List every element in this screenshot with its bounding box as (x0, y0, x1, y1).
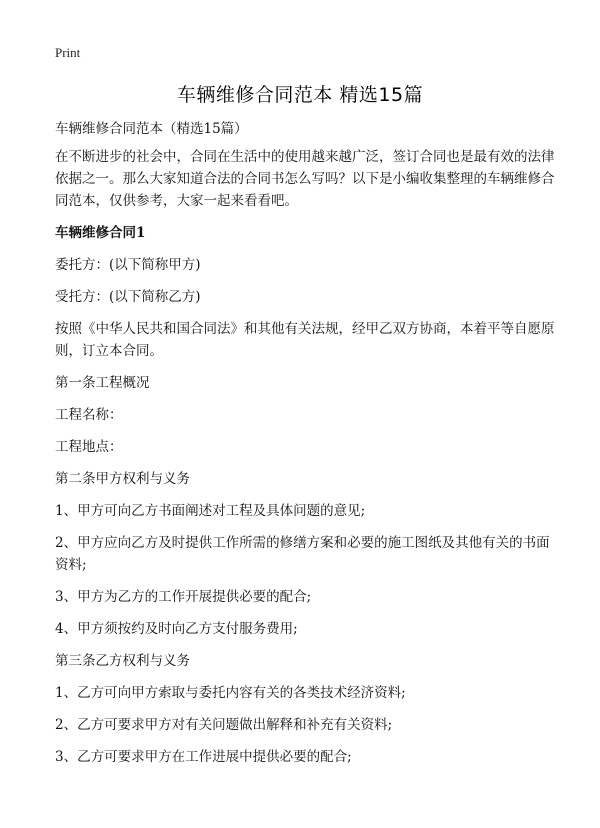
article-1-heading: 第一条工程概况 (55, 375, 150, 391)
article-3-item-1: 1、乙方可向甲方索取与委托内容有关的各类技术经济资料; (55, 685, 406, 701)
article-3-heading: 第三条乙方权利与义务 (55, 653, 190, 669)
document-subtitle: 车辆维修合同范本（精选15篇） (55, 121, 248, 137)
article-2-heading: 第二条甲方权利与义务 (55, 471, 190, 487)
document-body (55, 118, 560, 778)
paragraph-client: 委托方：(以下简称甲方) (55, 257, 201, 273)
article-3-item-3: 3、乙方可要求甲方在工作进展中提供必要的配合; (55, 749, 352, 765)
paragraph-contractor: 受托方：(以下简称乙方) (55, 289, 201, 305)
article-2-item-1: 1、甲方可向乙方书面阐述对工程及具体问题的意见; (55, 503, 366, 519)
print-link[interactable]: Print (55, 45, 81, 60)
project-name-line: 工程名称： (55, 407, 123, 423)
document-title: 车辆维修合同范本 精选15篇 (176, 84, 424, 106)
article-2-item-2: 2、甲方应向乙方及时提供工作所需的修缮方案和必要的施工图纸及其他有关的书面资料; (55, 535, 550, 573)
article-2-item-3: 3、甲方为乙方的工作开展提供必要的配合; (55, 589, 312, 605)
article-3-item-2: 2、乙方可要求甲方对有关问题做出解释和补充有关资料; (55, 717, 393, 733)
paragraph-preamble: 按照《中华人民共和国合同法》和其他有关法规，经甲乙双方协商，本着平等自愿原则，订立本合同。 (55, 321, 555, 359)
section-heading: 车辆维修合同1 (55, 225, 146, 241)
article-2-item-4: 4、甲方须按约及时向乙方支付服务费用; (55, 621, 298, 637)
intro-paragraph: 在不断进步的社会中，合同在生活中的使用越来越广泛，签订合同也是最有效的法律依据之一。那么大家知道合法的合同书怎么写吗？以下是小编收集整理的车辆维修合同范本，仅供参考，大家一起来看看吧。 (55, 149, 555, 209)
project-location-line: 工程地点： (55, 439, 123, 455)
